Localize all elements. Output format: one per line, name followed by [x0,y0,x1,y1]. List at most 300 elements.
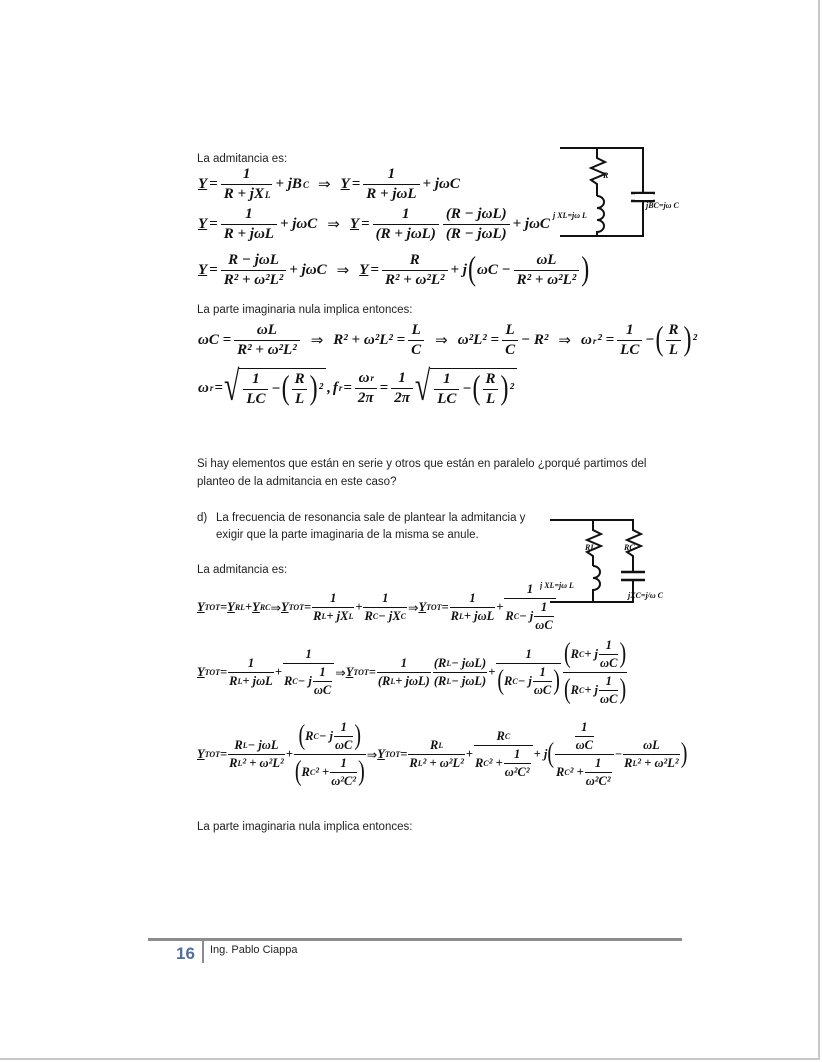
parenthesized-group [564,638,626,671]
math-group [436,391,457,408]
math-token: = [220,665,228,679]
subscript: L [237,759,243,768]
numerator [340,720,348,736]
admittance-symbol [197,216,208,233]
math-token: + jωL [242,674,273,688]
math-token: R [283,674,293,688]
math-token: ωC [335,738,353,752]
label-inductor-2: j XL=jω L [540,581,574,590]
fraction [575,720,594,753]
underlined-y: Y [349,216,360,232]
math-token: ² + [569,765,584,779]
fraction [292,371,308,408]
right-paren: ) [581,251,590,288]
numerator [399,206,413,224]
underlined-y: Y [197,665,205,679]
numerator [304,647,312,663]
underlined-y: Y [345,665,354,679]
right-paren: ) [500,370,509,407]
math-group [442,371,452,388]
radical-sign: √ [414,364,431,411]
left-paren: ( [655,321,664,358]
math-token: ² = [597,332,615,348]
parenthesized-group [655,322,691,359]
fraction [450,591,496,624]
label-capacitor: jBC=jω C [646,201,679,210]
math-token: ω²C² [585,774,611,788]
math-token: R [504,674,513,688]
math-token: R [570,683,579,697]
subscript: r [592,335,597,346]
math-token: + [355,600,363,614]
math-token: − jωL [247,738,279,752]
subscript: L [459,612,464,621]
fraction [312,591,354,624]
math-group [294,371,306,388]
math-group [451,609,495,624]
numerator [440,371,454,389]
math-group [341,720,347,735]
math-token: ² [509,381,515,397]
denominator [496,663,561,698]
math-token: (R [377,674,391,688]
math-token: ω [581,332,592,348]
math-token: (R [433,674,447,688]
math-token: 1 [443,371,451,387]
numerator [340,756,348,772]
numerator [385,166,399,184]
admittance-symbol [349,216,360,233]
implies-arrow: ⇒ [366,747,378,762]
math-group [242,166,252,183]
math-token: R [475,756,484,770]
underlined-y: Y [359,262,369,278]
math-group [481,371,501,408]
math-token: + jωL) [395,674,430,688]
math-token: + j [533,747,548,761]
math-group [554,720,681,789]
math-token: R [229,756,238,770]
numerator [665,322,681,340]
math-token: ωC [600,656,618,670]
math-token: − [271,381,281,397]
fraction [221,252,287,289]
math-token: = [379,379,389,396]
math-token: R [570,647,579,661]
subscript: C [292,677,298,686]
subscript: C [309,768,316,777]
math-group [606,638,612,653]
math-group [298,720,361,753]
parenthesized-group [282,371,318,408]
math-token: ωC [533,683,552,697]
numerator [400,656,408,672]
fraction [228,656,274,689]
math-token: R² + ω²L² [384,272,445,288]
denominator [283,663,334,698]
fraction [330,756,357,789]
math-group [535,252,557,269]
subscript: L [632,759,638,768]
math-token: , [327,379,331,396]
math-group [497,665,560,698]
implies-arrow: ⇒ [310,333,324,349]
math-token: ωC [535,618,553,632]
math-token: − [462,381,472,397]
math-group [358,370,374,387]
math-token: ² [692,332,697,348]
math-group [600,692,617,707]
denominator [363,607,407,624]
math-token: 1 [526,582,534,596]
math-group [241,371,324,408]
denominator [474,745,533,780]
subscript: L [446,659,452,668]
math-group [625,322,635,339]
right-paren: ) [358,756,365,788]
math-token: + [488,665,496,679]
math-group [475,747,532,780]
math-token: 1 [340,720,347,734]
numerator [580,720,588,736]
denominator [292,389,307,408]
math-group [586,774,611,789]
math-token: = [220,600,228,614]
fraction [363,591,407,624]
math-token: R² + ω²L² [237,342,297,358]
numerator [443,206,510,224]
math-token: = [209,216,218,232]
math-group [229,756,284,771]
math-group [223,272,285,289]
right-paren: ) [680,738,688,770]
math-token: + j [584,647,599,661]
equation-7 [197,638,628,707]
math-token: − j [297,674,312,688]
math-token: ωC = [198,332,232,348]
right-paren: ) [553,665,560,697]
radicand [430,368,517,408]
denominator [585,772,612,789]
text-parte-imaginaria-1: La parte imaginaria nula implica entonces: [197,304,413,316]
fraction [434,371,459,408]
numerator [233,738,279,754]
math-token: LC [246,391,266,407]
math-token: 1 [319,665,326,679]
math-group [624,756,679,771]
label-capacitor-2: jXC=j/ω C [628,591,664,600]
parenthesized-group [497,665,560,698]
numerator [573,720,596,754]
math-token: 1 [382,591,389,605]
math-token: R² + ω²L² = [333,332,406,348]
left-paren: ( [547,738,555,770]
denominator [221,184,273,203]
math-token: 1 [305,647,312,661]
text-question-line-2: planteo de la admitancia en este caso? [197,476,397,488]
subscript: L [237,677,243,686]
admittance-symbol [377,747,400,762]
math-group [387,166,397,183]
math-group [556,756,613,789]
numerator [483,371,499,389]
math-group [314,683,331,698]
subscript: C [564,768,570,777]
subscript: L [348,612,354,621]
subscript: RC [259,603,271,612]
denominator [443,224,510,243]
math-token: ² + [488,756,503,770]
math-group [432,371,515,408]
numerator [533,252,559,270]
denominator [221,224,277,243]
math-group [302,756,359,789]
math-token: 1 [605,674,612,688]
fraction [228,738,285,771]
math-group [331,774,356,789]
math-group [411,322,422,339]
admittance-symbol [227,600,245,615]
left-paren: ( [281,370,290,407]
math-group [384,272,446,289]
numerator [318,665,326,681]
numerator [292,371,308,389]
math-token: ωL [256,322,277,338]
right-paren: ) [309,370,318,407]
math-token: = [209,262,218,278]
numerator [538,665,546,681]
math-group [245,391,266,408]
text-admitancia-2: La admitancia es: [197,564,288,576]
math-token: ωL [643,738,660,752]
math-token: L [485,391,496,407]
math-token: ω²L² = [457,332,500,348]
math-token: ² + ω²L² [637,756,679,770]
equation-4 [197,322,698,359]
equation-3 [197,252,589,289]
fraction [283,647,334,698]
numerator [329,591,337,607]
item-d-label: d) [197,512,208,524]
math-group [539,665,545,680]
left-paren: ( [294,756,302,788]
math-group [378,674,430,689]
underlined-y: Y [252,600,260,614]
label-rl: RL [585,543,596,552]
math-token: 1 [398,369,406,386]
subscript: L [264,189,271,200]
admittance-symbol [340,176,351,193]
denominator [623,754,680,771]
math-group [485,371,497,388]
fraction [623,738,680,771]
subscript: L [438,741,444,750]
denominator [228,754,285,771]
math-group [256,322,278,339]
math-token: 1 [581,720,588,734]
underlined-y: Y [418,600,427,614]
numerator [356,370,376,388]
math-token: R [505,609,514,623]
math-group [606,674,612,689]
math-token: ² + ω²L² [242,756,284,770]
equation-1 [197,166,461,203]
subscript: C [513,612,520,621]
math-token: = [400,747,408,761]
math-token: L [295,391,305,407]
math-token: (R − jωL) [445,226,507,242]
math-group [445,206,508,223]
math-token: R [624,756,633,770]
implies-arrow: ⇒ [270,600,281,615]
math-group [526,647,532,662]
subscript: C [302,179,309,190]
math-token: 1 [540,600,548,614]
fraction [334,720,353,753]
math-group [397,370,407,387]
math-group [294,391,305,408]
fraction [221,166,273,203]
math-token: − jωL) [451,674,487,688]
subscript: TOT [204,668,221,677]
square-root [223,364,326,411]
math-token: − [614,747,623,761]
math-token: − jX [378,609,401,623]
math-token: 1 [252,371,260,387]
math-token: LC [620,342,640,358]
math-group [576,738,593,753]
subscript: C [313,732,319,741]
denominator [483,389,498,408]
denominator [617,340,642,359]
denominator [363,184,419,203]
math-group [305,647,311,662]
fraction [382,252,448,289]
math-token: 1 [595,756,602,770]
item-d-line-2: exigir que la parte imaginaria de la misma se anule. [216,529,479,541]
underlined-y: Y [227,600,235,614]
fraction [363,166,419,203]
math-group [295,756,365,789]
admittance-symbol [197,262,208,279]
numerator [433,656,487,672]
subscript: r [370,373,374,383]
subscript: r [209,383,214,393]
denominator [373,224,439,243]
subscript: C [400,612,406,621]
numerator [642,738,661,754]
math-token: + j [584,683,599,697]
math-token: = [441,600,449,614]
math-token: − jωL) [451,656,487,670]
math-token: − j [519,609,534,623]
equation-2 [197,206,551,243]
denominator [666,340,681,359]
math-token: + jX [326,609,349,623]
numerator [297,720,362,754]
subscript: C [512,677,518,686]
math-token: + jB [275,176,302,192]
denominator [563,672,627,707]
numerator [502,322,517,340]
math-token: + jωL [463,609,495,623]
math-group [236,342,298,359]
math-token: ωC [600,692,618,706]
parenthesized-group [564,674,626,707]
numerator [242,206,256,224]
fraction [599,674,618,707]
math-token: = [343,379,352,396]
denominator [555,754,614,789]
fraction [504,747,531,780]
numerator [409,322,424,340]
numerator [605,674,613,690]
math-group [595,756,601,771]
subscript: C [483,759,489,768]
square-root [414,364,517,411]
fraction [563,638,627,707]
equation-6 [197,582,557,633]
math-token: = [214,379,223,396]
parenthesized-group [295,756,365,789]
admittance-symbol [358,262,369,279]
math-token: ωL [536,252,557,268]
numerator [254,322,280,340]
left-paren: ( [563,638,571,670]
numerator [525,647,533,663]
denominator [334,736,353,753]
math-group [248,656,254,671]
implies-arrow: ⇒ [558,333,571,349]
subscript: C [578,650,585,659]
math-group [375,226,437,243]
math-token: ω²C² [504,765,530,779]
subscript: L [242,741,248,750]
admittance-symbol [418,600,441,615]
math-token: R² + ω²L² [516,272,577,288]
math-token: 2π [394,389,410,406]
math-group [234,738,278,753]
math-group [227,252,280,269]
math-token: 1 [605,638,612,652]
math-token: + jωC [289,262,327,278]
denominator [408,754,465,771]
math-token: + jωC [512,216,550,232]
denominator [382,270,448,289]
fraction [313,665,332,698]
admittance-symbol [197,600,220,615]
math-token: R [485,371,496,387]
math-token: 1 [539,665,546,679]
fraction [617,322,642,359]
denominator [599,690,618,707]
math-token: 1 [242,166,251,182]
numerator [247,656,255,672]
math-group [244,206,254,223]
math-token: 1 [387,166,396,182]
numerator [623,322,637,340]
denominator [221,270,287,289]
math-token: = [304,600,312,614]
math-token: R [409,756,418,770]
math-token: R [294,371,305,387]
math-token: + [274,665,282,679]
subscript: r [338,383,343,393]
denominator [504,763,531,780]
left-paren: ( [298,720,306,752]
math-group [527,582,533,597]
math-token: L [411,322,421,338]
